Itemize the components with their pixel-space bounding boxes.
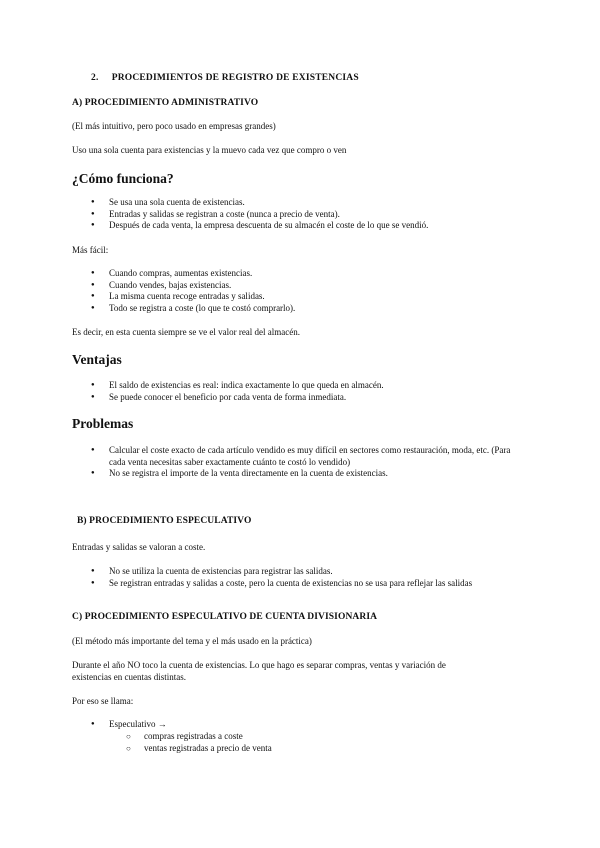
list-item: ● Entradas y salidas se registran a coste (nunca a precio de venta). — [91, 209, 428, 221]
section-c-title: C) PROCEDIMIENTO ESPECULATIVO DE CUENTA DIVISIONARIA — [72, 612, 378, 622]
section-c-intro-2: existencias en cuentas distintas. — [72, 672, 186, 682]
list-item: ● Se puede conocer el beneficio por cada venta de forma inmediata. — [91, 392, 384, 404]
list-item: ● Todo se registra a coste (lo que te costó comprarlo). — [91, 303, 295, 315]
ventajas-list — [91, 380, 384, 403]
list-item: ● Calcular el coste exacto de cada artículo vendido es muy difícil en sectores como restauración, moda, etc. (Para cada venta necesitas saber exactamente cuánto te costó lo vendido) — [91, 445, 529, 468]
section-b-intro: Entradas y salidas se valoran a coste. — [72, 542, 206, 552]
problemas-list — [91, 445, 529, 480]
section-b-list — [91, 566, 472, 589]
list-item: ● No se registra el importe de la venta directamente en la cuenta de existencias. — [91, 468, 529, 480]
section-c-list — [91, 719, 167, 731]
mas-facil-list — [91, 268, 295, 314]
section-b-title: B) PROCEDIMIENTO ESPECULATIVO — [77, 516, 252, 526]
sub-list-item: ○ compras registradas a coste — [126, 731, 272, 743]
section-a-intro: Uso una sola cuenta para existencias y la muevo cada vez que compro o ven — [72, 145, 347, 155]
section-c-note: (El método más importante del tema y el más usado en la práctica) — [72, 636, 312, 646]
main-heading-number: 2. — [91, 73, 99, 83]
list-item: ● No se utiliza la cuenta de existencias para registrar las salidas. — [91, 566, 472, 578]
como-funciona-heading: ¿Cómo funciona? — [72, 171, 174, 186]
list-item: ● Especulativo → — [91, 719, 167, 731]
section-c-intro-1: Durante el año NO toco la cuenta de existencias. Lo que hago es separar compras, ventas y variación de — [72, 660, 446, 670]
mas-facil-label: Más fácil: — [72, 245, 109, 255]
sub-list-item: ○ ventas registradas a precio de venta — [126, 743, 272, 755]
list-item: ● Cuando compras, aumentas existencias. — [91, 268, 295, 280]
main-heading-title: PROCEDIMIENTOS DE REGISTRO DE EXISTENCIAS — [111, 73, 359, 83]
list-item: ● El saldo de existencias es real: indica exactamente lo que queda en almacén. — [91, 380, 384, 392]
por-eso-text: Por eso se llama: — [72, 696, 134, 706]
section-c-sublist — [126, 731, 272, 754]
section-a-note: (El más intuitivo, pero poco usado en empresas grandes) — [72, 121, 276, 131]
list-item: ● Se registran entradas y salidas a coste, pero la cuenta de existencias no se usa para reflejar las salidas — [91, 578, 472, 590]
como-funciona-list — [91, 197, 428, 232]
list-item: ● Cuando vendes, bajas existencias. — [91, 280, 295, 292]
es-decir-text: Es decir, en esta cuenta siempre se ve el valor real del almacén. — [72, 327, 301, 337]
list-item: ● Se usa una sola cuenta de existencias. — [91, 197, 428, 209]
list-item: ● La misma cuenta recoge entradas y salidas. — [91, 291, 295, 303]
ventajas-heading: Ventajas — [72, 352, 122, 367]
problemas-heading: Problemas — [72, 416, 134, 431]
main-heading — [91, 73, 359, 83]
section-a-title: A) PROCEDIMIENTO ADMINISTRATIVO — [72, 98, 259, 108]
list-item: ● Después de cada venta, la empresa descuenta de su almacén el coste de lo que se vendió. — [91, 220, 428, 232]
